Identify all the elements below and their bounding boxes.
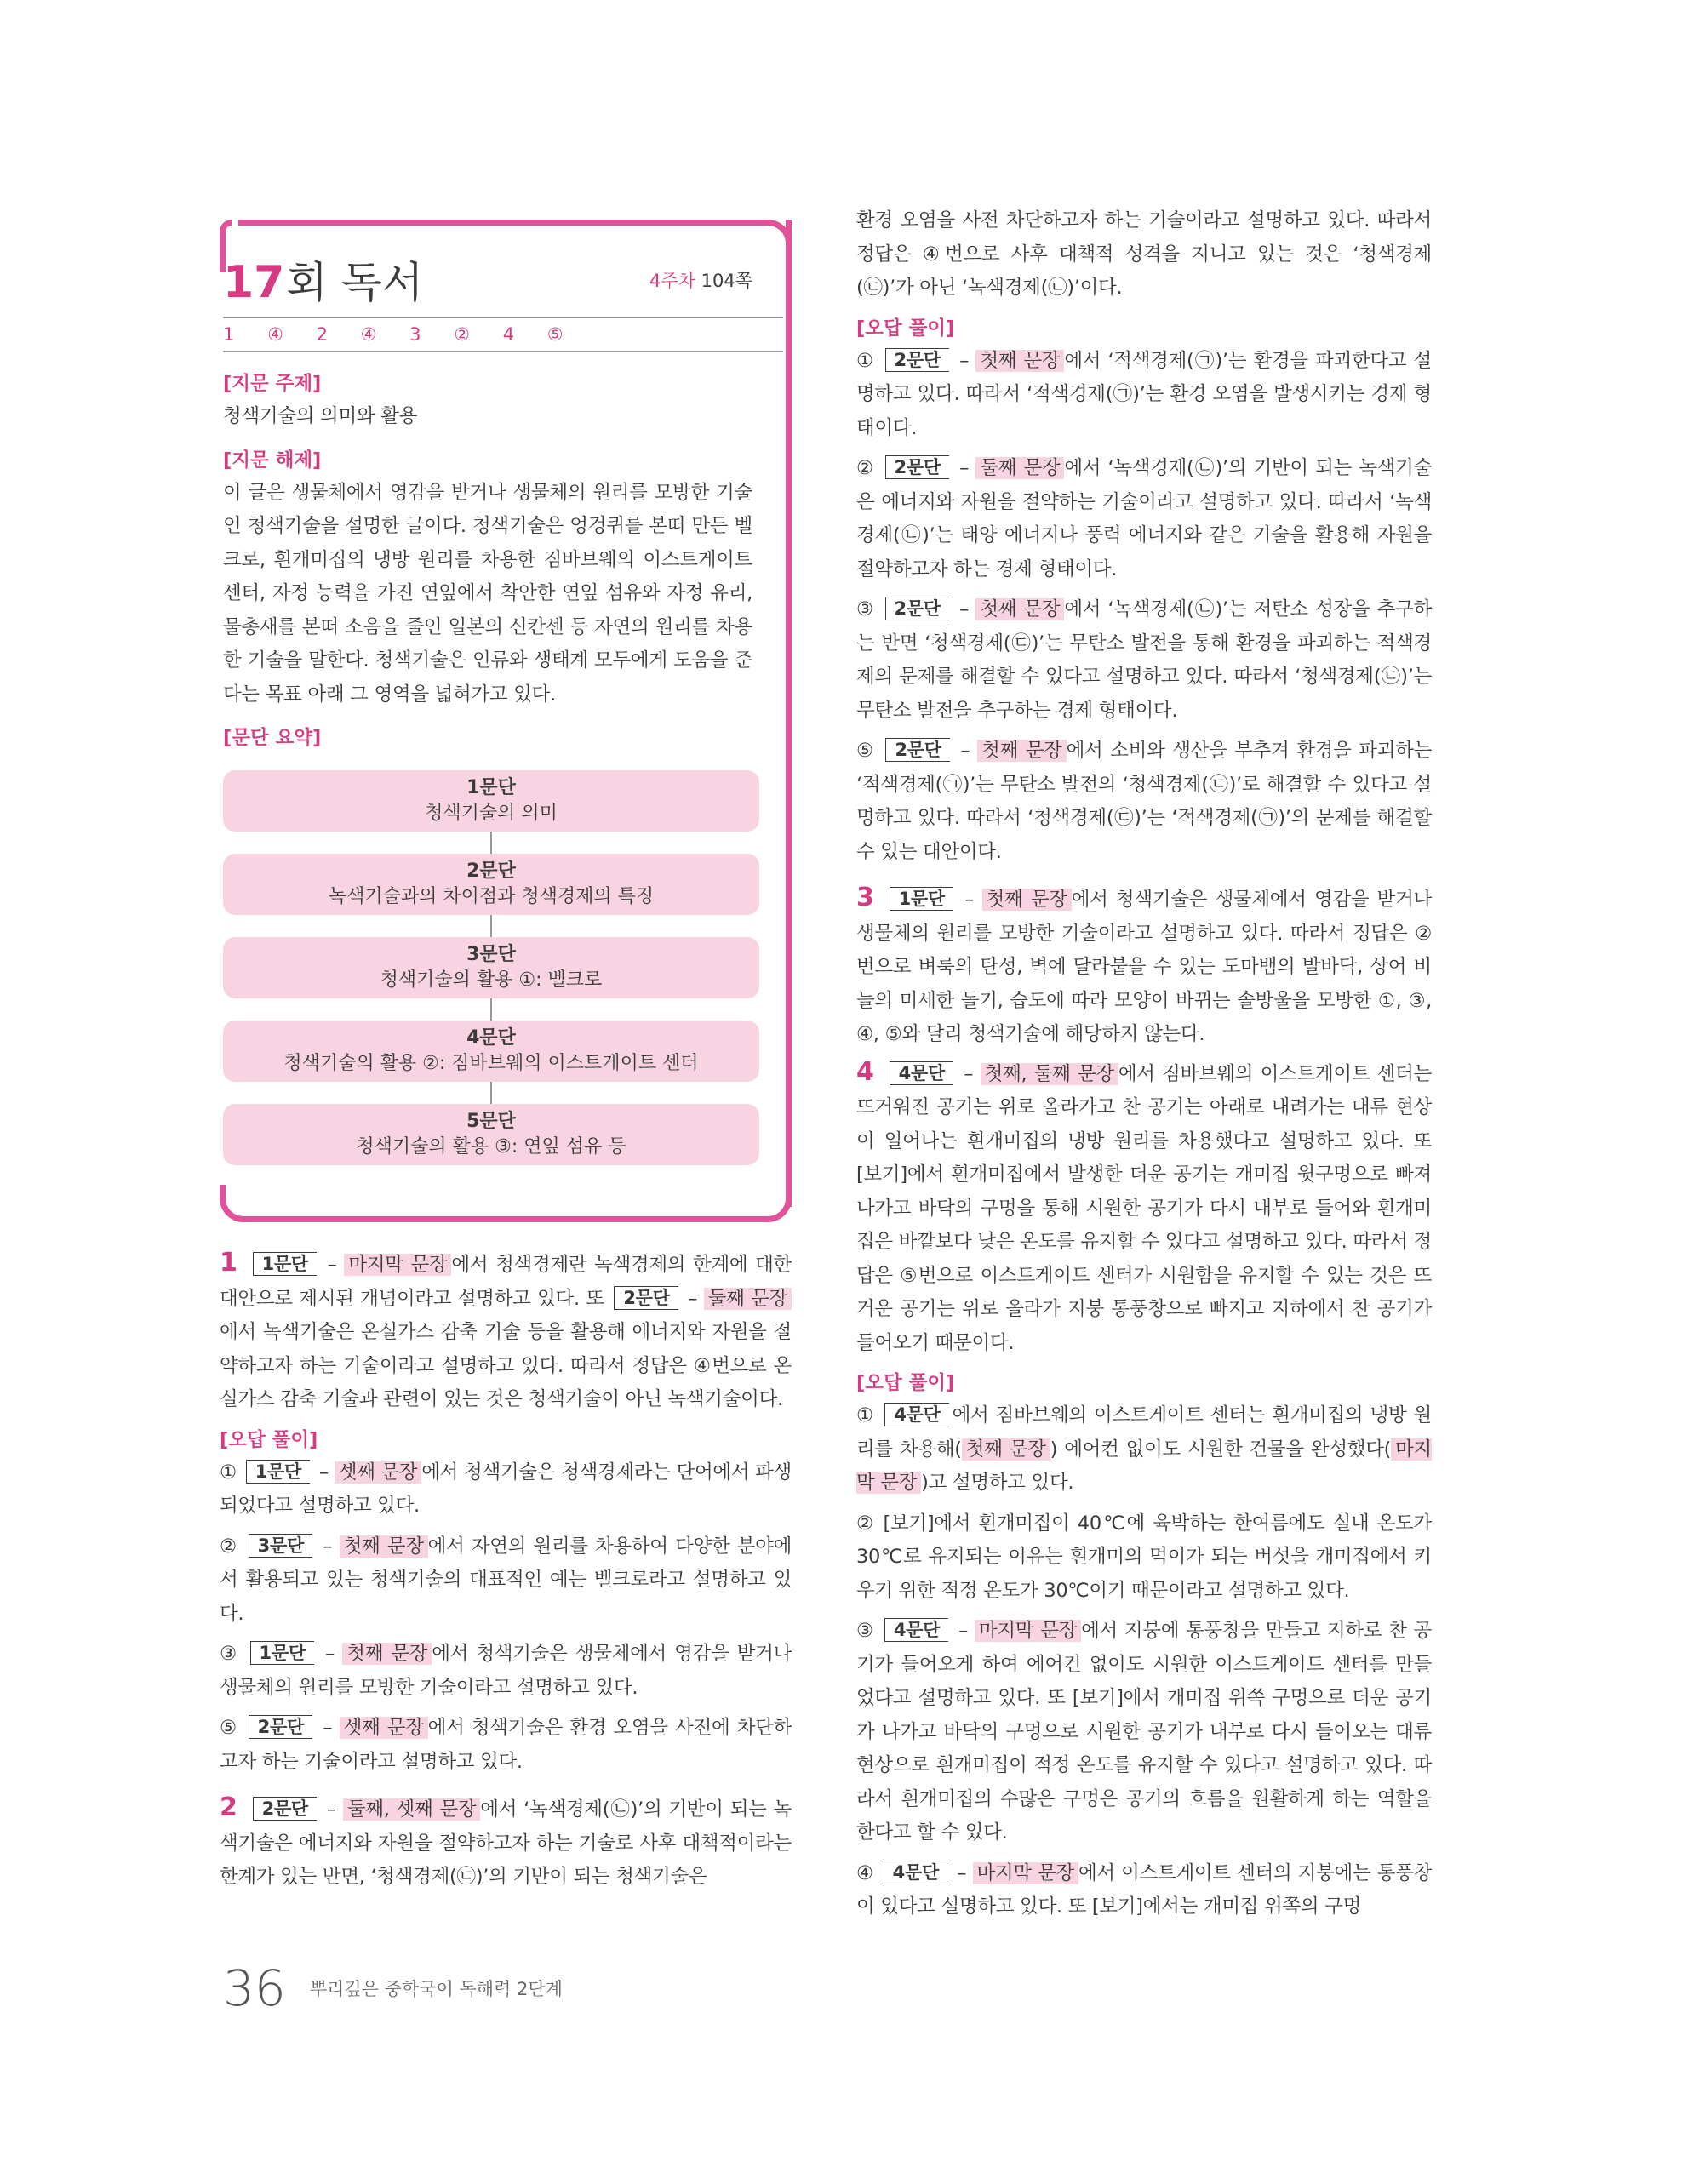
answer-2: 2 ④ (316, 324, 377, 345)
q1-explanation: 1 1문단 – 마지막 문장 에서 청색경제란 녹색경제의 한계에 대한 대안으로 제시된 개념이라고 설명하고 있다. 또 2문단 – 둘째 문장에서 녹색기술은 온실가스 감축 기술 등을 활용해 에너지와 자원을 절약하고자 하는 기술이라고 설명하고 있다. 따라서 정답은 ④번으로 온실가스 감축 기술과 관련이 있는 것은 청색기술이 아닌 녹색기술이다. (220, 1248, 792, 1410)
right-column (856, 204, 1432, 1924)
summary-item: 2문단 녹색기술과의 차이점과 청색경제의 특징 (223, 854, 759, 915)
session-number: 17 (223, 257, 285, 308)
flow-connector (490, 998, 492, 1021)
passage-info (223, 368, 752, 754)
answer-4: 4 ⑤ (502, 324, 564, 345)
session-title: 회 독서 (286, 258, 424, 307)
q1-wrong-2: ② 3문단 – 첫째 문장 에서 자연의 원리를 차용하여 다양한 분야에서 활용되고 있는 청색기술의 대표적인 예는 벨크로라고 설명하고 있다. (220, 1535, 792, 1625)
q4-wrong-3: ③ 4문단 – 마지막 문장 에서 지붕에 통풍창을 만들고 지하로 찬 공기가 들어오게 하여 에어컨 없이도 시원한 이스트게이트 센터를 만들었다고 설명하고 있다. 또 [보기]에서 개미집 위쪽 구멍으로 더운 공기가 나가고 바닥의 구멍으로 시원한 공기가 내부로 다시 들어오는 대류 현상으로 흰개미집이 적정 온도를 유지할 수 있다고 설명하고 있다. 따라서 흰개미집의 수많은 구멍은 공기의 흐름을 원활하게 하는 역할을 한다고 할 수 있다. (856, 1620, 1432, 1844)
page-number: 36 (223, 1959, 286, 2017)
answer-key (223, 317, 783, 352)
q1-wrong-1: ① 1문단 – 셋째 문장 에서 청색기술은 청색경제라는 단어에서 파생되었다고 설명하고 있다. (220, 1461, 792, 1517)
q2-wrong-2: ② 2문단 – 둘째 문장 에서 ‘녹색경제(㉡)’의 기반이 되는 녹색기술은 에너지와 자원을 절약하는 기술이라고 설명하고 있다. 따라서 ‘녹색경제(㉡)’는 태양 에너지나 풍력 에너지와 같은 기술을 활용해 자원을 절약하고자 하는 경제 형태이다. (856, 457, 1432, 580)
q2-wrong-1: ① 2문단 – 첫째 문장 에서 ‘적색경제(㉠)’는 환경을 파괴한다고 설명하고 있다. 따라서 ‘적색경제(㉠)’는 환경 오염을 발생시키는 경제 형태이다. (856, 349, 1432, 439)
analysis-text: 이 글은 생물체에서 영감을 받거나 생물체의 원리를 모방한 기술인 청색기술을 설명한 글이다. 청색기술은 엉겅퀴를 본떠 만든 벨크로, 흰개미집의 냉방 원리를 차용한 짐바브웨의 이스트게이트 센터, 자정 능력을 가진 연잎에서 착안한 연잎 섬유와 자정 유리, 물총새를 본떠 소음을 줄인 일본의 신칸센 등 자연의 원리를 차용한 기술을 말한다. 청색기술은 인류와 생태계 모두에게 도움을 준다는 목표 아래 그 영역을 넓혀가고 있다. (223, 481, 752, 706)
q2-wrong-label: [오답 풀이] (856, 317, 955, 340)
summary-item: 3문단 청색기술의 활용 ①: 벨크로 (223, 937, 759, 998)
flow-connector (490, 1082, 492, 1104)
q4-wrong-2: ② [보기]에서 흰개미집이 40℃에 육박하는 한여름에도 실내 온도가 30℃로 유지되는 이유는 흰개미의 먹이가 되는 버섯을 개미집에서 키우기 위한 적정 온도가 30℃이기 때문이라고 설명하고 있다. (856, 1512, 1432, 1602)
week-ref: 4주차 104쪽 (649, 271, 752, 291)
book-title: 뿌리깊은 중학국어 독해력 2단계 (309, 1979, 563, 1999)
box-frame-top (238, 220, 768, 226)
q4-wrong-4: ④ 4문단 – 마지막 문장 에서 이스트게이트 센터의 지붕에는 통풍창이 있다고 설명하고 있다. 또 [보기]에서는 개미집 위쪽의 구멍 (856, 1861, 1433, 1918)
answer-1: 1 ④ (223, 324, 283, 345)
summary-item: 4문단 청색기술의 활용 ②: 짐바브웨의 이스트게이트 센터 (223, 1021, 759, 1082)
flow-connector (490, 915, 492, 937)
q4-wrong-1: ① 4문단 에서 짐바브웨의 이스트게이트 센터는 흰개미집의 냉방 원리를 차용해( 첫째 문장 ) 에어컨 없이도 시원한 건물을 완성했다( 마지막 문장 )고 설명하고 있다. (856, 1404, 1432, 1494)
topic-label: [지문 주제] (223, 373, 322, 395)
summary-flow (223, 770, 759, 1165)
q2-continued: 환경 오염을 사전 차단하고자 하는 기술이라고 설명하고 있다. 따라서 정답은 ④번으로 사후 대책적 성격을 지니고 있는 것은 ‘청색경제(㉢)’가 아닌 ‘녹색경제(㉡)’이다. (856, 209, 1432, 299)
q4-wrong-label: [오답 풀이] (856, 1372, 955, 1394)
q1-wrong-label: [오답 풀이] (220, 1428, 318, 1451)
summary-item: 5문단 청색기술의 활용 ③: 연잎 섬유 등 (223, 1104, 759, 1165)
page-header (223, 249, 758, 310)
q2-explanation: 2 2문단 – 둘째, 셋째 문장 에서 ‘녹색경제(㉡)’의 기반이 되는 녹색기술은 에너지와 자원을 절약하고자 하는 기술로 사후 대책적이라는 한계가 있는 반면, ‘청색경제(㉢)’의 기반이 되는 청색기술은 (220, 1792, 792, 1888)
left-column (220, 1246, 792, 1895)
q1-wrong-3: ③ 1문단 – 첫째 문장 에서 청색기술은 생물체에서 영감을 받거나 생물체의 원리를 모방한 기술이라고 설명하고 있다. (220, 1643, 792, 1699)
q2-wrong-3: ③ 2문단 – 첫째 문장 에서 ‘녹색경제(㉡)’는 저탄소 성장을 추구하는 반면 ‘청색경제(㉢)’는 무탄소 발전을 통해 환경을 파괴하는 적색경제의 문제를 해결할 수 있다고 설명하고 있다. 따라서 ‘청색경제(㉢)’는 무탄소 발전을 추구하는 경제 형태이다. (856, 598, 1432, 722)
q3-explanation: 3 1문단 – 첫째 문장 에서 청색기술은 생물체에서 영감을 받거나 생물체의 원리를 모방한 기술이라고 설명하고 있다. 따라서 정답은 ②번으로 벼룩의 탄성, 벽에 달라붙을 수 있는 도마뱀의 발바닥, 상어 비늘의 미세한 돌기, 습도에 따라 모양이 바뀌는 솔방울을 모방한 ①, ③, ④, ⑤와 달리 청색기술에 해당하지 않는다. (856, 883, 1432, 1045)
q1-wrong-5: ⑤ 2문단 – 셋째 문장 에서 청색기술은 환경 오염을 사전에 차단하고자 하는 기술이라고 설명하고 있다. (220, 1717, 792, 1773)
flow-connector (490, 832, 492, 854)
topic-text: 청색기술의 의미와 활용 (223, 405, 418, 427)
q4-explanation: 4 4문단 – 첫째, 둘째 문장 에서 짐바브웨의 이스트게이트 센터는 뜨거워진 공기는 위로 올라가고 찬 공기는 아래로 내려가는 대류 현상이 일어나는 흰개미집의 냉방 원리를 차용했다고 설명하고 있다. 또 [보기]에서 흰개미집에서 발생한 더운 공기는 개미집 윗구멍으로 빠져나가고 바닥의 구멍을 통해 시원한 공기가 다시 내부로 들어와 흰개미집은 바깥보다 낮은 온도를 유지할 수 있다고 설명하고 있다. 따라서 정답은 ⑤번으로 이스트게이트 센터가 시원함을 유지할 수 있는 것은 뜨거운 공기는 위로 올라가 지붕 통풍창으로 빠지고 지하에서 찬 공기가 들어오기 때문이다. (856, 1056, 1432, 1354)
answer-3: 3 ② (409, 324, 471, 345)
page-footer (223, 1959, 563, 2017)
box-frame-bottom (220, 1185, 792, 1222)
q2-wrong-5: ⑤ 2문단 – 첫째 문장 에서 소비와 생산을 부추겨 환경을 파괴하는 ‘적색경제(㉠)’는 무탄소 발전의 ‘청색경제(㉢)’로 해결할 수 있다고 설명하고 있다. 따라서 ‘청색경제(㉢)’는 ‘적색경제(㉠)’의 문제를 해결할 수 있는 대안이다. (856, 740, 1433, 863)
summary-item: 1문단 청색기술의 의미 (223, 770, 759, 832)
analysis-label: [지문 해제] (223, 449, 322, 472)
summary-label: [문단 요약] (223, 727, 322, 749)
box-frame-right (781, 220, 792, 1207)
